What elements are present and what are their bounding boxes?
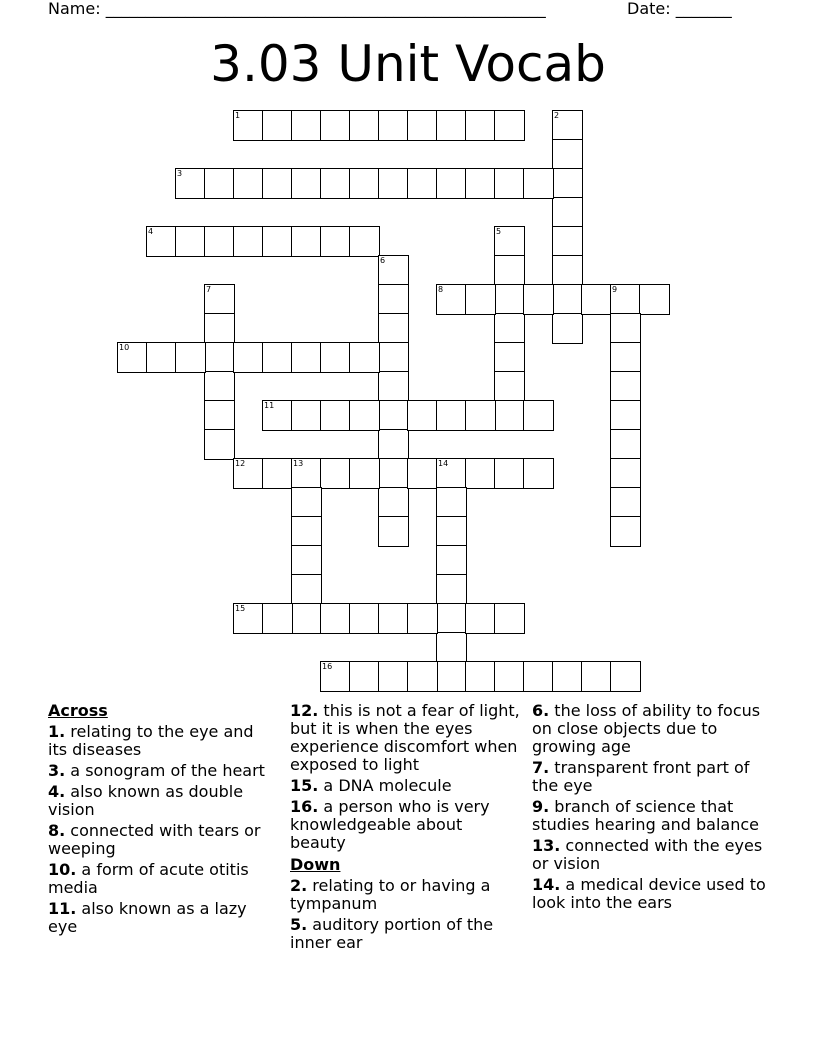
crossword-cell[interactable] xyxy=(436,632,467,663)
crossword-cell[interactable] xyxy=(610,429,641,460)
crossword-cell[interactable] xyxy=(436,168,467,199)
crossword-cell[interactable] xyxy=(465,400,496,431)
clue-number: 4. xyxy=(48,782,66,801)
crossword-cell[interactable] xyxy=(552,197,583,228)
across-clue-list xyxy=(48,723,273,936)
clue-text: a DNA molecule xyxy=(318,776,452,795)
page-title: 3.03 Unit Vocab xyxy=(210,35,606,93)
name-line: _______________________________________________________ xyxy=(105,0,546,18)
clue-number: 13. xyxy=(532,836,561,855)
clue-number: 16. xyxy=(290,797,319,816)
crossword-cell[interactable] xyxy=(233,226,264,257)
crossword-cell[interactable] xyxy=(117,342,148,373)
crossword-cell[interactable] xyxy=(436,574,467,605)
crossword-cell[interactable] xyxy=(407,168,438,199)
cell-number: 16 xyxy=(322,662,333,671)
clue-item xyxy=(48,900,273,936)
date-line: _______ xyxy=(675,0,732,18)
crossword-cell[interactable] xyxy=(581,284,612,315)
crossword-cell[interactable] xyxy=(407,661,438,692)
crossword-cell[interactable] xyxy=(291,400,322,431)
cell-number: 15 xyxy=(235,604,246,613)
clue-text: a sonogram of the heart xyxy=(65,761,265,780)
clue-text: relating to the eye and its diseases xyxy=(48,722,254,759)
crossword-cell[interactable] xyxy=(204,371,235,402)
crossword-cell[interactable] xyxy=(552,226,583,257)
clue-text: connected with tears or weeping xyxy=(48,821,261,858)
crossword-cell[interactable] xyxy=(291,487,322,518)
cell-number: 3 xyxy=(177,169,183,178)
crossword-cell[interactable] xyxy=(552,110,583,141)
clue-number: 5. xyxy=(290,915,308,934)
clue-text: branch of science that studies hearing and balance xyxy=(532,797,759,834)
clue-number: 7. xyxy=(532,758,550,777)
clue-number: 1. xyxy=(48,722,66,741)
crossword-cell[interactable] xyxy=(262,400,293,431)
crossword-cell[interactable] xyxy=(581,661,612,692)
clue-number: 2. xyxy=(290,876,308,895)
cell-number: 2 xyxy=(554,111,560,120)
crossword-cell[interactable] xyxy=(349,110,380,141)
clue-number: 12. xyxy=(290,701,319,720)
crossword-cell[interactable] xyxy=(639,284,670,315)
clue-number: 3. xyxy=(48,761,66,780)
clue-number: 14. xyxy=(532,875,561,894)
clues-column-1 xyxy=(48,702,273,939)
down-heading: Down xyxy=(290,855,341,874)
across-heading: Across xyxy=(48,701,108,720)
down-clue-list xyxy=(290,877,522,952)
cell-number: 10 xyxy=(119,343,130,352)
cell-number: 13 xyxy=(293,459,304,468)
crossword-cell[interactable] xyxy=(407,400,438,431)
clue-text: a form of acute otitis media xyxy=(48,860,249,897)
clue-number: 6. xyxy=(532,701,550,720)
clue-item xyxy=(48,762,273,780)
clue-item xyxy=(48,861,273,897)
crossword-cell[interactable] xyxy=(233,168,264,199)
crossword-cell[interactable] xyxy=(291,458,322,489)
crossword-cell[interactable] xyxy=(378,661,409,692)
crossword-cell[interactable] xyxy=(436,110,467,141)
clue-item xyxy=(532,702,772,756)
crossword-cell[interactable] xyxy=(204,429,235,460)
crossword-cell[interactable] xyxy=(552,139,583,170)
clue-item xyxy=(290,777,522,795)
crossword-cell[interactable] xyxy=(262,110,293,141)
crossword-cell[interactable] xyxy=(378,458,409,489)
cell-number: 6 xyxy=(380,256,386,265)
clue-text: connected with the eyes or vision xyxy=(532,836,763,873)
crossword-cell[interactable] xyxy=(552,255,583,286)
clue-number: 11. xyxy=(48,899,77,918)
crossword-cell[interactable] xyxy=(349,342,380,373)
crossword-cell[interactable] xyxy=(378,110,409,141)
cell-number: 8 xyxy=(438,285,444,294)
clue-item xyxy=(290,877,522,913)
crossword-cell[interactable] xyxy=(552,168,583,199)
crossword-cell[interactable] xyxy=(407,110,438,141)
clue-item xyxy=(48,822,273,858)
crossword-cell[interactable] xyxy=(494,371,525,402)
crossword-cell[interactable] xyxy=(610,458,641,489)
clue-item xyxy=(532,837,772,873)
crossword-cell[interactable] xyxy=(378,168,409,199)
crossword-cell[interactable] xyxy=(291,516,322,547)
crossword-cell[interactable] xyxy=(204,284,235,315)
crossword-cell[interactable] xyxy=(291,110,322,141)
clue-text: a person who is very knowledgeable about beauty xyxy=(290,797,490,852)
crossword-cell[interactable] xyxy=(378,313,409,344)
clue-number: 15. xyxy=(290,776,319,795)
crossword-cell[interactable] xyxy=(320,603,351,634)
crossword-cell[interactable] xyxy=(291,545,322,576)
clue-text: also known as a lazy eye xyxy=(48,899,247,936)
crossword-cell[interactable] xyxy=(291,574,322,605)
down-clue-list-continued xyxy=(532,702,772,912)
crossword-cell[interactable] xyxy=(523,458,554,489)
crossword-cell[interactable] xyxy=(204,400,235,431)
crossword-cell[interactable] xyxy=(378,429,409,460)
clue-number: 10. xyxy=(48,860,77,879)
crossword-cell[interactable] xyxy=(262,226,293,257)
crossword-cell[interactable] xyxy=(610,342,641,373)
clue-number: 8. xyxy=(48,821,66,840)
crossword-cell[interactable] xyxy=(204,226,235,257)
crossword-cell[interactable] xyxy=(552,284,583,315)
crossword-cell[interactable] xyxy=(465,661,496,692)
clue-item xyxy=(290,798,522,852)
crossword-cell[interactable] xyxy=(378,255,409,286)
crossword-cell[interactable] xyxy=(610,516,641,547)
cell-number: 1 xyxy=(235,111,241,120)
crossword-cell[interactable] xyxy=(204,342,235,373)
crossword-cell[interactable] xyxy=(610,400,641,431)
crossword-cell[interactable] xyxy=(204,168,235,199)
crossword-cell[interactable] xyxy=(378,284,409,315)
clue-item xyxy=(290,916,522,952)
crossword-cell[interactable] xyxy=(349,168,380,199)
crossword-cell[interactable] xyxy=(378,342,409,373)
crossword-cell[interactable] xyxy=(320,110,351,141)
crossword-cell[interactable] xyxy=(465,603,496,634)
crossword-cell[interactable] xyxy=(436,487,467,518)
crossword-cell[interactable] xyxy=(494,255,525,286)
clue-number: 9. xyxy=(532,797,550,816)
crossword-cell[interactable] xyxy=(291,226,322,257)
clue-item xyxy=(532,876,772,912)
clue-item xyxy=(48,723,273,759)
clue-text: the loss of ability to focus on close objects due to growing age xyxy=(532,701,761,756)
crossword-cell[interactable] xyxy=(378,487,409,518)
crossword-cell[interactable] xyxy=(436,284,467,315)
crossword-cell[interactable] xyxy=(262,168,293,199)
crossword-cell[interactable] xyxy=(320,226,351,257)
cell-number: 14 xyxy=(438,459,449,468)
crossword-cell[interactable] xyxy=(320,342,351,373)
crossword-cell[interactable] xyxy=(465,110,496,141)
crossword-cell[interactable] xyxy=(494,342,525,373)
crossword-cell[interactable] xyxy=(494,110,525,141)
crossword-cell[interactable] xyxy=(349,458,380,489)
crossword-cell[interactable] xyxy=(320,168,351,199)
cell-number: 7 xyxy=(206,285,212,294)
crossword-cell[interactable] xyxy=(436,400,467,431)
crossword-cell[interactable] xyxy=(349,661,380,692)
crossword-cell[interactable] xyxy=(378,371,409,402)
crossword-cell[interactable] xyxy=(552,661,583,692)
crossword-cell[interactable] xyxy=(494,661,525,692)
clue-text: also known as double vision xyxy=(48,782,244,819)
crossword-cell[interactable] xyxy=(610,487,641,518)
date-label: Date: xyxy=(627,0,671,18)
crossword-cell[interactable] xyxy=(523,400,554,431)
crossword-cell[interactable] xyxy=(552,313,583,344)
clue-text: transparent front part of the eye xyxy=(532,758,750,795)
clue-item xyxy=(532,798,772,834)
crossword-cell[interactable] xyxy=(494,458,525,489)
crossword-cell[interactable] xyxy=(523,284,554,315)
crossword-cell[interactable] xyxy=(320,458,351,489)
crossword-cell[interactable] xyxy=(320,661,351,692)
crossword-cell[interactable] xyxy=(407,603,438,634)
cell-number: 12 xyxy=(235,459,246,468)
crossword-cell[interactable] xyxy=(436,458,467,489)
crossword-cell[interactable] xyxy=(291,342,322,373)
crossword-cell[interactable] xyxy=(378,400,409,431)
crossword-cell[interactable] xyxy=(146,226,177,257)
crossword-cell[interactable] xyxy=(175,226,206,257)
clue-item xyxy=(48,783,273,819)
crossword-cell[interactable] xyxy=(233,110,264,141)
crossword-cell[interactable] xyxy=(291,168,322,199)
crossword-cell[interactable] xyxy=(204,313,235,344)
crossword-cell[interactable] xyxy=(262,603,293,634)
crossword-cell[interactable] xyxy=(233,458,264,489)
clues-column-2 xyxy=(290,702,522,955)
crossword-cell[interactable] xyxy=(175,168,206,199)
crossword-cell[interactable] xyxy=(262,458,293,489)
crossword-cell[interactable] xyxy=(610,284,641,315)
crossword-cell[interactable] xyxy=(465,458,496,489)
crossword-cell[interactable] xyxy=(494,603,525,634)
crossword-cell[interactable] xyxy=(233,603,264,634)
crossword-cell[interactable] xyxy=(465,284,496,315)
crossword-cell[interactable] xyxy=(494,226,525,257)
cell-number: 4 xyxy=(148,227,154,236)
crossword-cell[interactable] xyxy=(378,603,409,634)
crossword-cell[interactable] xyxy=(175,342,206,373)
clue-text: this is not a fear of light, but it is when the eyes experience discomfort when exposed to light xyxy=(290,701,520,774)
name-label: Name: xyxy=(48,0,101,18)
crossword-cell[interactable] xyxy=(291,603,322,634)
crossword-cell[interactable] xyxy=(494,168,525,199)
crossword-cell[interactable] xyxy=(436,603,467,634)
cell-number: 9 xyxy=(612,285,618,294)
crossword-cell[interactable] xyxy=(610,313,641,344)
crossword-cell[interactable] xyxy=(349,603,380,634)
crossword-cell[interactable] xyxy=(320,400,351,431)
clue-text: a medical device used to look into the ears xyxy=(532,875,766,912)
crossword-cell[interactable] xyxy=(436,545,467,576)
clue-text: relating to or having a tympanum xyxy=(290,876,491,913)
crossword-cell[interactable] xyxy=(349,400,380,431)
crossword-cell[interactable] xyxy=(523,168,554,199)
crossword-cell[interactable] xyxy=(523,661,554,692)
clue-item xyxy=(532,759,772,795)
across-clue-list-continued xyxy=(290,702,522,852)
crossword-cell[interactable] xyxy=(436,516,467,547)
crossword-cell[interactable] xyxy=(494,313,525,344)
cell-number: 11 xyxy=(264,401,275,410)
crossword-cell[interactable] xyxy=(610,371,641,402)
crossword-cell[interactable] xyxy=(349,226,380,257)
crossword-cell[interactable] xyxy=(233,342,264,373)
clue-item xyxy=(290,702,522,774)
crossword-cell[interactable] xyxy=(262,342,293,373)
crossword-cell[interactable] xyxy=(436,661,467,692)
clue-text: auditory portion of the inner ear xyxy=(290,915,494,952)
crossword-cell[interactable] xyxy=(494,284,525,315)
crossword-cell[interactable] xyxy=(146,342,177,373)
crossword-cell[interactable] xyxy=(407,458,438,489)
crossword-cell[interactable] xyxy=(465,168,496,199)
clues-column-3 xyxy=(532,702,772,915)
crossword-cell[interactable] xyxy=(610,661,641,692)
cell-number: 5 xyxy=(496,227,502,236)
crossword-cell[interactable] xyxy=(494,400,525,431)
crossword-cell[interactable] xyxy=(378,516,409,547)
